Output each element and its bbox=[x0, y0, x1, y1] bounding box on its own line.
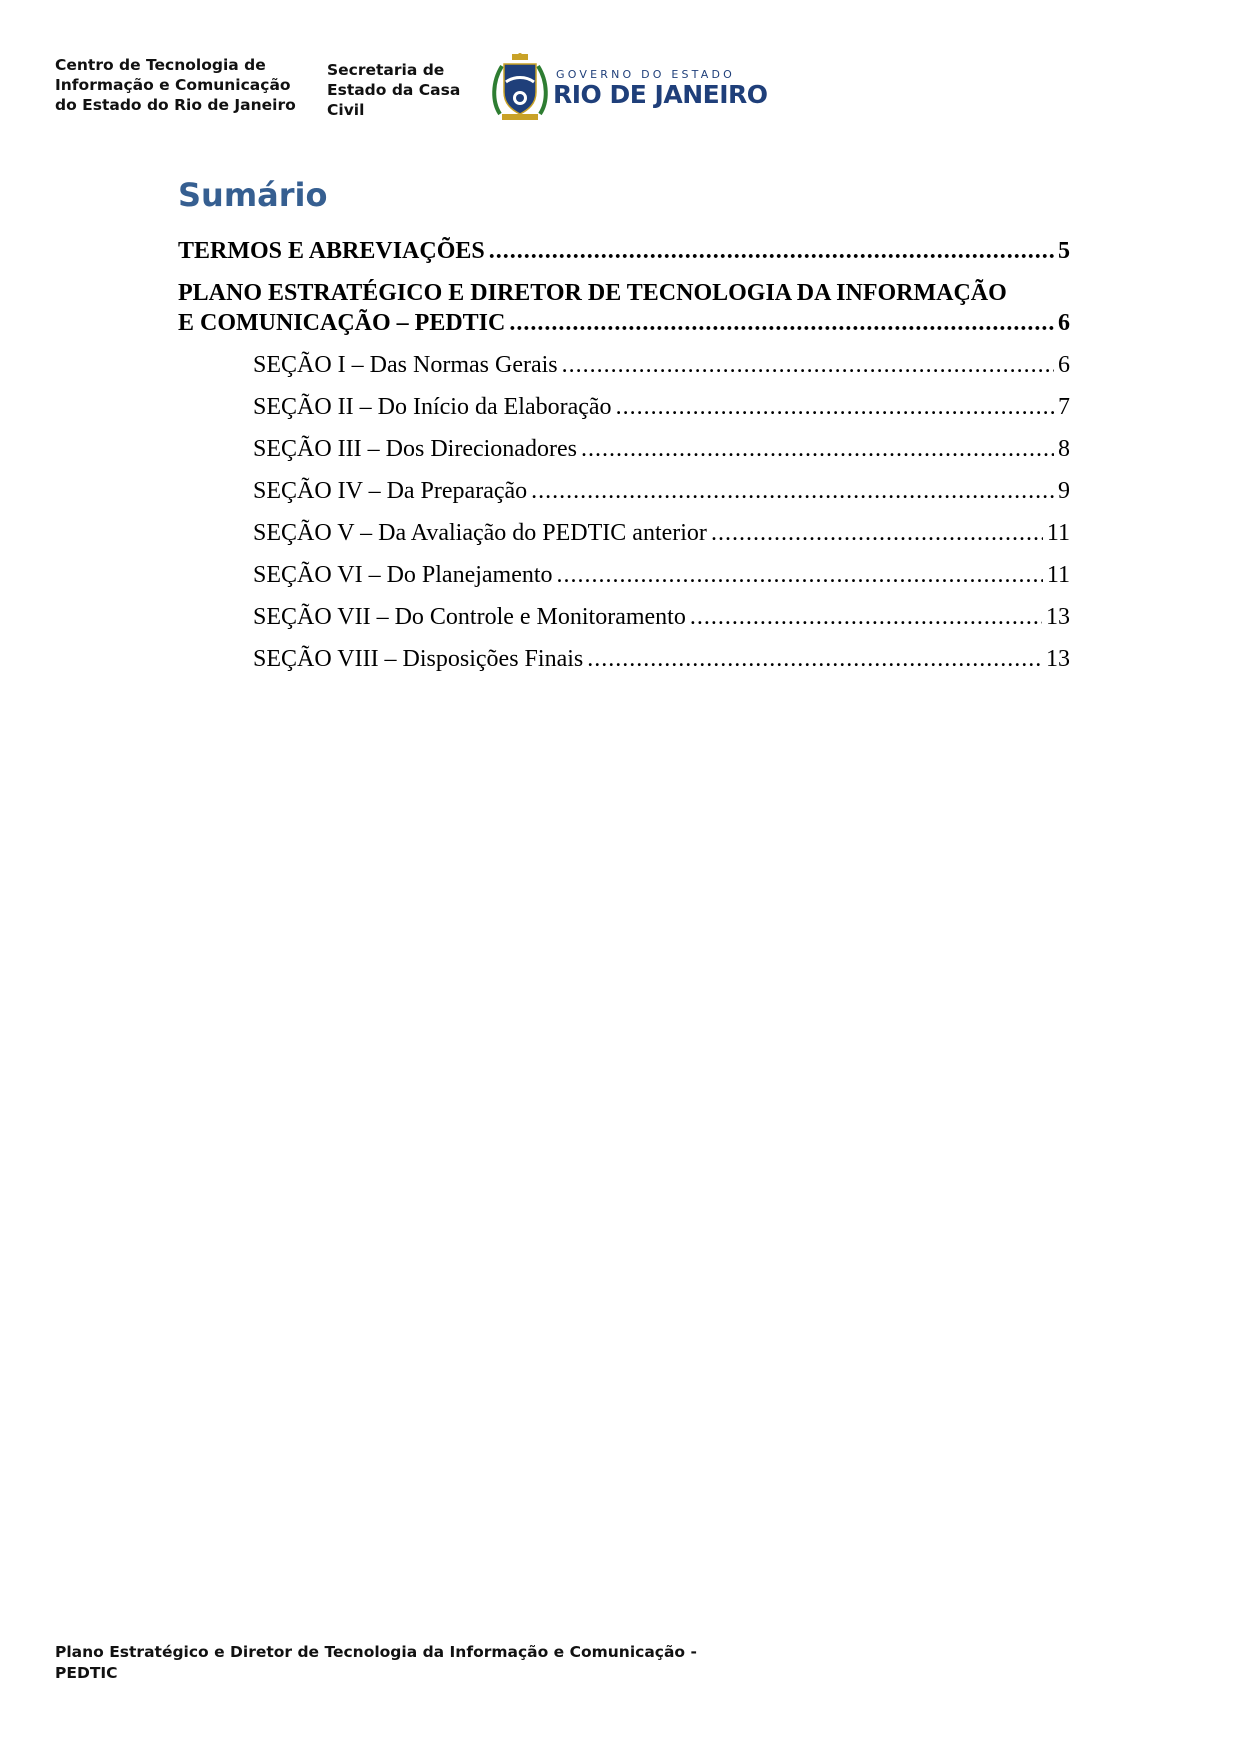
toc-entry-text: SEÇÃO IV – Da Preparação bbox=[253, 478, 528, 504]
toc-entry[interactable] bbox=[178, 434, 1070, 464]
header-secretariat-line: Estado da Casa bbox=[327, 81, 461, 99]
logo-government-label: GOVERNO DO ESTADO bbox=[556, 68, 735, 81]
logo-state-name: RIO DE JANEIRO bbox=[553, 80, 768, 109]
toc-page-number: 6 bbox=[1058, 310, 1070, 336]
header-organization bbox=[55, 55, 315, 115]
toc-dot-leader bbox=[489, 236, 1054, 266]
toc-entry-text: TERMOS E ABREVIAÇÕES bbox=[178, 238, 485, 264]
toc-entry-multiline[interactable] bbox=[178, 278, 1070, 338]
toc-entry-text: SEÇÃO VI – Do Planejamento bbox=[253, 562, 553, 588]
toc-entry[interactable] bbox=[178, 518, 1070, 548]
toc-entry-text: SEÇÃO V – Da Avaliação do PEDTIC anterior bbox=[253, 520, 707, 546]
toc-page-number: 11 bbox=[1046, 562, 1070, 588]
toc-entry-text-line1: PLANO ESTRATÉGICO E DIRETOR DE TECNOLOGIA DA INFORMAÇÃO bbox=[178, 280, 1007, 306]
toc-page-number: 9 bbox=[1058, 478, 1070, 504]
toc-entry-text: SEÇÃO II – Do Início da Elaboração bbox=[253, 394, 612, 420]
toc-title: Sumário bbox=[178, 176, 328, 214]
toc-entry-text: E COMUNICAÇÃO – PEDTIC bbox=[178, 310, 506, 336]
table-of-contents bbox=[178, 236, 1070, 686]
header-org-line: Centro de Tecnologia de bbox=[55, 56, 266, 74]
page-footer bbox=[55, 1642, 755, 1684]
toc-page-number: 11 bbox=[1046, 520, 1070, 546]
toc-dot-leader bbox=[562, 350, 1054, 380]
header-secretariat bbox=[327, 60, 467, 120]
page-header bbox=[0, 52, 1241, 132]
footer-line: Plano Estratégico e Diretor de Tecnologia da Informação e Comunicação - bbox=[55, 1643, 697, 1661]
toc-dot-leader bbox=[581, 434, 1054, 464]
toc-entry-text: SEÇÃO VIII – Disposições Finais bbox=[253, 646, 584, 672]
toc-entry[interactable] bbox=[178, 236, 1070, 266]
toc-dot-leader bbox=[531, 476, 1054, 506]
header-org-line: Informação e Comunicação bbox=[55, 76, 291, 94]
toc-entry[interactable] bbox=[178, 560, 1070, 590]
toc-entry[interactable] bbox=[178, 350, 1070, 380]
toc-entry[interactable] bbox=[178, 392, 1070, 422]
toc-entry[interactable] bbox=[178, 476, 1070, 506]
toc-dot-leader bbox=[616, 392, 1054, 422]
toc-entry-text: SEÇÃO III – Dos Direcionadores bbox=[253, 436, 577, 462]
toc-page-number: 8 bbox=[1058, 436, 1070, 462]
header-secretariat-line: Secretaria de bbox=[327, 61, 445, 79]
header-secretariat-line: Civil bbox=[327, 101, 365, 119]
toc-dot-leader bbox=[711, 518, 1043, 548]
coat-of-arms-icon bbox=[490, 52, 550, 124]
toc-page-number: 7 bbox=[1058, 394, 1070, 420]
toc-page-number: 13 bbox=[1046, 646, 1070, 672]
toc-entry-text: SEÇÃO VII – Do Controle e Monitoramento bbox=[253, 604, 686, 630]
toc-dot-leader bbox=[509, 308, 1054, 338]
header-org-line: do Estado do Rio de Janeiro bbox=[55, 96, 296, 114]
toc-dot-leader bbox=[557, 560, 1043, 590]
toc-page-number: 6 bbox=[1058, 352, 1070, 378]
toc-page-number: 5 bbox=[1058, 238, 1070, 264]
government-logo bbox=[490, 52, 770, 124]
toc-entry[interactable] bbox=[178, 602, 1070, 632]
toc-entry-text: SEÇÃO I – Das Normas Gerais bbox=[253, 352, 558, 378]
toc-entry[interactable] bbox=[178, 644, 1070, 674]
toc-page-number: 13 bbox=[1046, 604, 1070, 630]
toc-dot-leader bbox=[690, 602, 1042, 632]
footer-line: PEDTIC bbox=[55, 1664, 118, 1682]
toc-dot-leader bbox=[587, 644, 1042, 674]
